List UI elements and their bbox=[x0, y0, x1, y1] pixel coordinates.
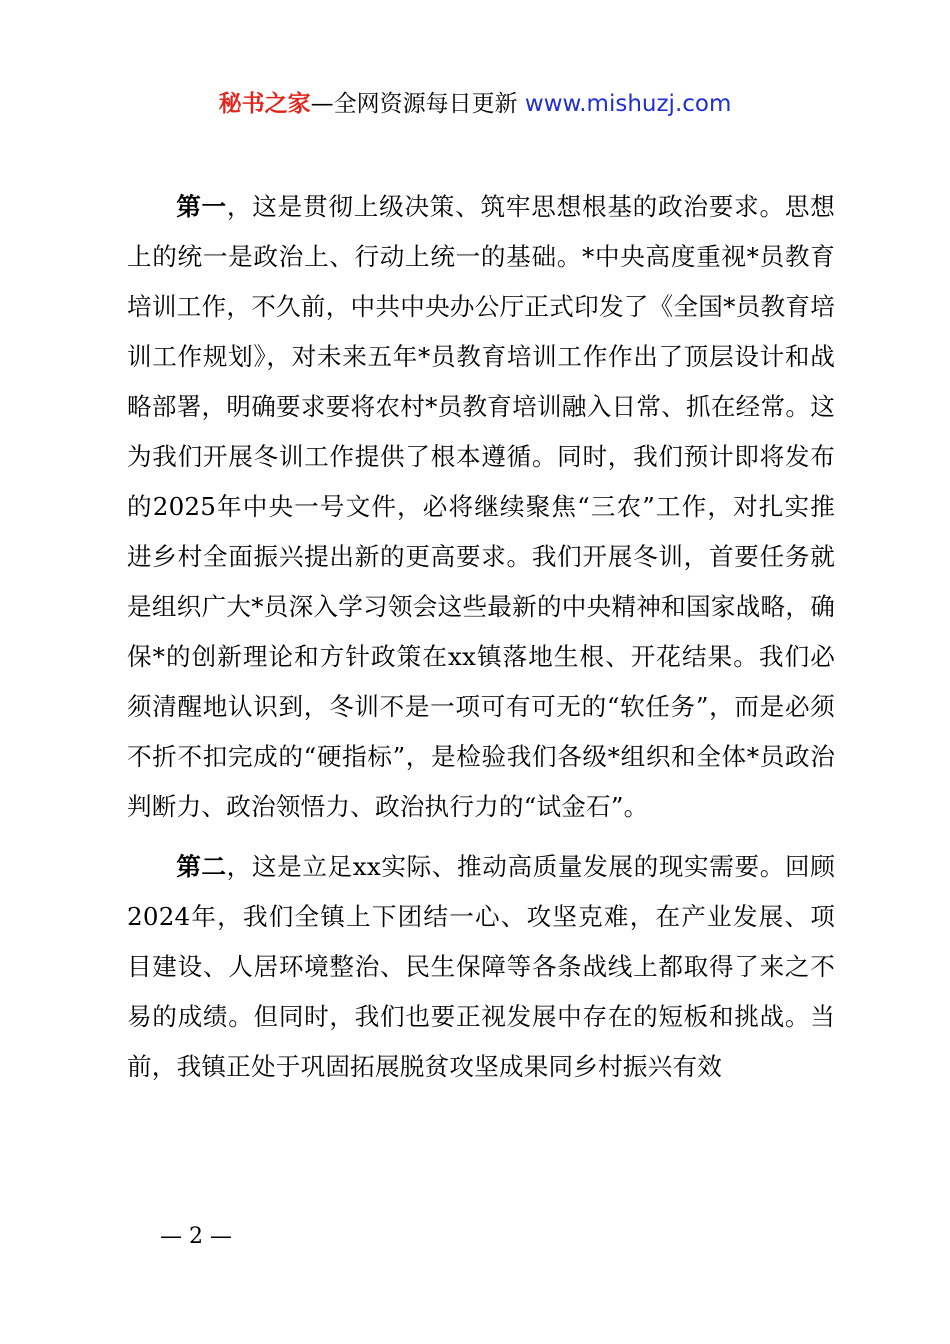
header-tagline: —全网资源每日更新 bbox=[310, 91, 525, 117]
page-number: — 2 — bbox=[160, 1224, 232, 1249]
brand-name: 秘书之家 bbox=[218, 91, 311, 117]
paragraph-2 bbox=[127, 842, 835, 1092]
page-header bbox=[0, 86, 950, 122]
site-url-link[interactable]: www.mishuzj.com bbox=[524, 91, 732, 117]
paragraph-1-text: ，这是贯彻上级决策、筑牢思想根基的政治要求。思想上的统一是政治上、行动上统一的基础。*中央高度重视*员教育培训工作，不久前，中共中央办公厅正式印发了《全国*员教育培训工作规划》，对未来五年*员教育培训工作作出了顶层设计和战略部署，明确要求要将农村*员教育培训融入日常、抓在经常。这为我们开展冬训工作提供了根本遵循。同时，我们预计即将发布的2025年中央一号文件，必将继续聚焦“三农”工作，对扎实推进乡村全面振兴提出新的更高要求。我们开展冬训，首要任务就是组织广大*员深入学习领会这些最新的中央精神和国家战略，确保*的创新理论和方针政策在xx镇落地生根、开花结果。我们必须清醒地认识到，冬训不是一项可有可无的“软任务”，而是必须不折不扣完成的“硬指标”，是检验我们各级*组织和全体*员政治判断力、政治领悟力、政治执行力的“试金石”。 bbox=[127, 192, 835, 821]
paragraph-2-lead: 第二 bbox=[176, 852, 227, 881]
document-body bbox=[127, 182, 835, 1092]
paragraph-1-lead: 第一 bbox=[176, 192, 227, 221]
paragraph-2-text: ，这是立足xx实际、推动高质量发展的现实需要。回顾2024年，我们全镇上下团结一心、攻坚克难，在产业发展、项目建设、人居环境整治、民生保障等各条战线上都取得了来之不易的成绩。但同时，我们也要正视发展中存在的短板和挑战。当前，我镇正处于巩固拓展脱贫攻坚成果同乡村振兴有效 bbox=[127, 852, 835, 1081]
paragraph-1 bbox=[127, 182, 835, 832]
